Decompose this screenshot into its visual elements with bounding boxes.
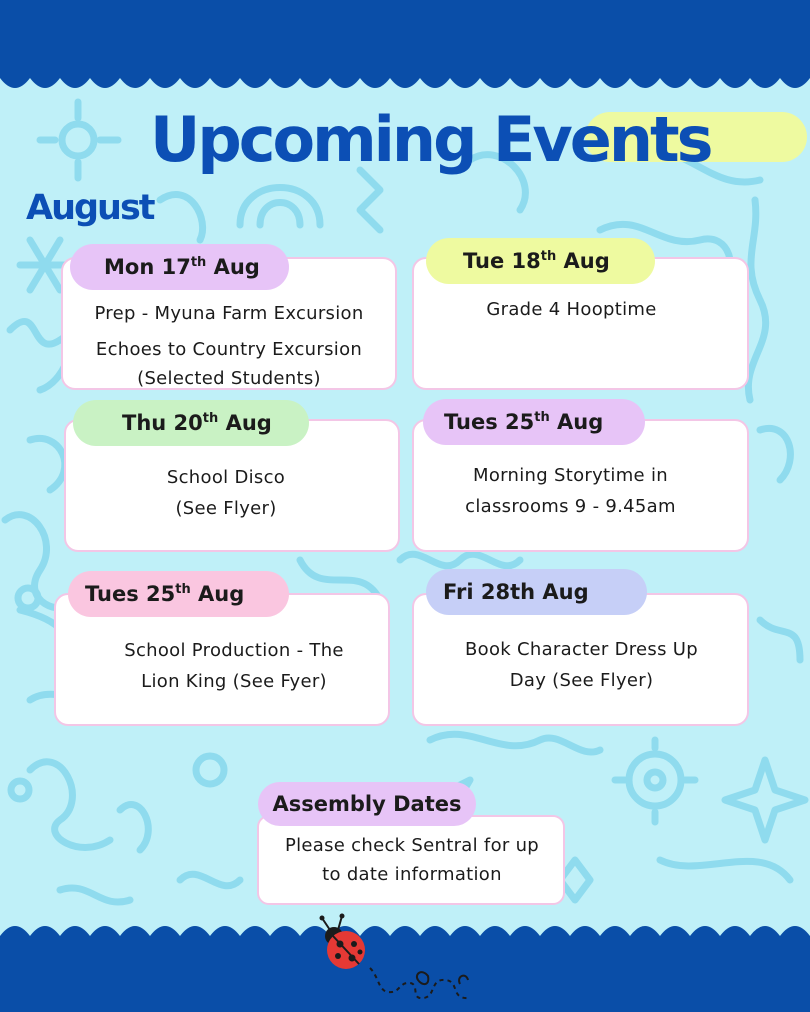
event-date-tag: Tue 18th Aug [426, 238, 655, 284]
event-detail: Grade 4 Hooptime [486, 299, 657, 320]
assembly-detail: Please check Sentral for up [284, 835, 540, 856]
event-detail: (Selected Students) [137, 368, 321, 389]
event-date-tag: Fri 28th Aug [426, 569, 647, 615]
event-detail: School Disco [166, 467, 286, 488]
page-title: Upcoming Events [150, 103, 711, 176]
ladybug-icon [300, 908, 500, 1012]
event-date-tag: Thu 20th Aug [73, 400, 309, 446]
event-detail: Prep - Myuna Farm Excursion [94, 303, 364, 324]
event-detail: Morning Storytime in [473, 465, 668, 486]
assembly-card [257, 815, 565, 905]
assembly-detail: to date information [322, 864, 502, 885]
event-detail: Book Character Dress Up [464, 639, 699, 660]
event-date-tag: Tues 25th Aug [68, 571, 289, 617]
event-date-tag: Mon 17th Aug [70, 244, 289, 290]
event-date-tag: Tues 25th Aug [423, 399, 645, 445]
event-detail: Day (See Flyer) [509, 670, 654, 691]
event-detail: (See Flyer) [175, 498, 277, 519]
month-heading: August [26, 188, 154, 228]
assembly-tag: Assembly Dates [258, 782, 476, 826]
event-detail: Lion King (See Fyer) [141, 671, 327, 692]
event-detail: classrooms 9 - 9.45am [465, 496, 676, 517]
event-detail: School Production - The [124, 640, 344, 661]
event-detail: Echoes to Country Excursion [95, 339, 363, 360]
top-wave-band [0, 0, 810, 98]
